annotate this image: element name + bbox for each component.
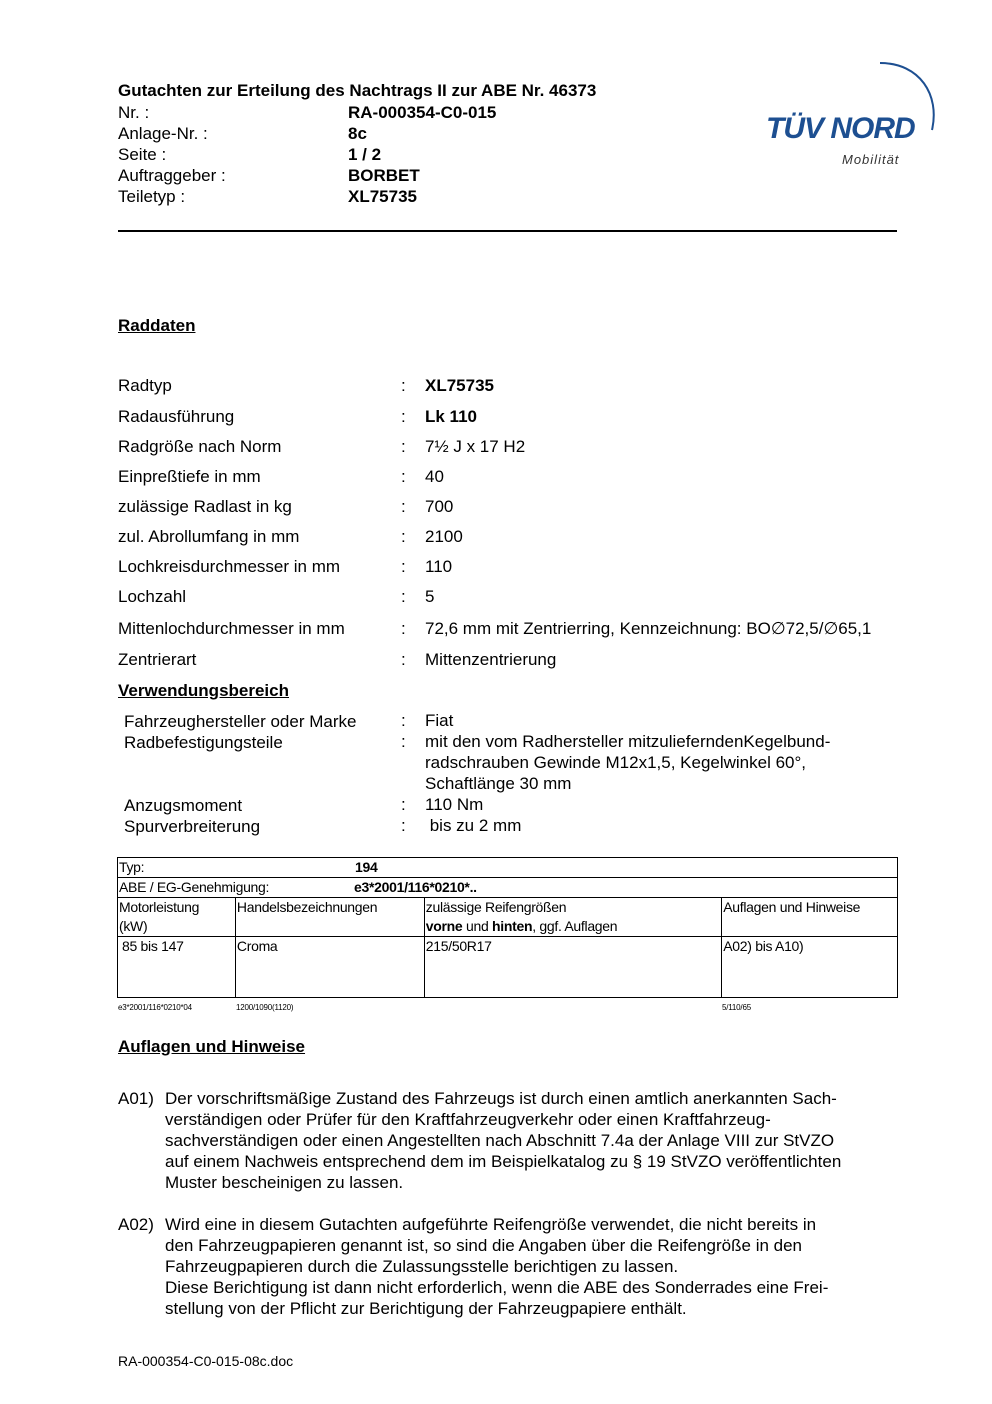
and-label: und	[462, 918, 493, 934]
colon: :	[401, 497, 406, 516]
logo-subtitle: Mobilität	[842, 152, 900, 167]
header-divider	[118, 230, 897, 232]
verwendung-label: Anzugsmoment	[124, 796, 243, 815]
raddaten-label: zul. Abrollumfang in mm	[118, 527, 300, 546]
abe-value: e3*2001/116*0210*..	[354, 879, 477, 895]
note-line: Der vorschriftsmäßige Zustand des Fahrzeugs ist durch einen amtlich anerkannten Sach-	[165, 1089, 837, 1108]
colon: :	[401, 711, 406, 730]
field-value-teiletyp: XL75735	[348, 187, 417, 206]
raddaten-value: XL75735	[425, 376, 494, 395]
raddaten-value: 2100	[425, 527, 463, 546]
field-value-seite: 1 / 2	[348, 145, 382, 164]
raddaten-label: zulässige Radlast in kg	[118, 497, 292, 516]
note-line: Diese Berichtigung ist dann nicht erforderlich, wenn die ABE des Sonderrades eine Frei-	[165, 1278, 829, 1297]
colon: :	[401, 732, 406, 751]
field-value-nr: RA-000354-C0-015	[348, 103, 497, 122]
colon: :	[401, 650, 406, 669]
cell-name: Croma	[235, 937, 424, 998]
note-line: Wird eine in diesem Gutachten aufgeführte Reifengröße verwendet, die nicht bereits in	[165, 1215, 817, 1234]
field-label-seite: Seite :	[118, 145, 167, 164]
verwendung-value-cont: Schaftlänge 30 mm	[425, 774, 572, 793]
note-text	[165, 1214, 905, 1319]
verwendung-label: Radbefestigungsteile	[124, 733, 283, 752]
col-header-power-line: Motorleistung	[119, 899, 200, 915]
colon: :	[401, 527, 406, 546]
table-footnote: 5/110/65	[722, 1003, 751, 1012]
col-header-tyres	[424, 898, 721, 937]
cell-power: 85 bis 147	[118, 937, 236, 998]
tuv-nord-logo: TÜV NORD	[766, 112, 915, 145]
colon: :	[401, 795, 406, 814]
col-header-power-unit: (kW)	[119, 918, 148, 934]
front-label: vorne	[425, 918, 463, 934]
raddaten-label: Radausführung	[118, 407, 235, 426]
colon: :	[401, 437, 406, 456]
note-line: auf einem Nachweis entsprechend dem im Beispielkatalog zu § 19 StVZO veröffentlichten	[165, 1152, 842, 1171]
table-footnote: e3*2001/116*0210*04	[118, 1003, 192, 1012]
note-line: verständigen oder Prüfer für den Kraftfahrzeugverkehr oder einen Kraftfahrzeug-	[165, 1110, 771, 1129]
typ-cell	[118, 858, 898, 878]
note-line: Fahrzeugpapieren durch die Zulassungsstelle berichtigen zu lassen.	[165, 1257, 679, 1276]
colon: :	[401, 557, 406, 576]
col-header-power	[118, 898, 236, 937]
raddaten-label: Radtyp	[118, 376, 172, 395]
note-id: A02)	[118, 1215, 154, 1234]
col-header-notes: Auflagen und Hinweise	[722, 898, 898, 937]
field-value-anlage: 8c	[348, 124, 367, 143]
section-title-auflagen: Auflagen und Hinweise	[118, 1037, 306, 1056]
conditions-label: , ggf. Auflagen	[532, 918, 618, 934]
raddaten-label: Mittenlochdurchmesser in mm	[118, 619, 345, 638]
colon: :	[401, 407, 406, 426]
raddaten-value: 5	[425, 587, 435, 606]
table-row	[118, 937, 898, 998]
raddaten-value: 40	[425, 467, 444, 486]
colon: :	[401, 376, 406, 395]
colon: :	[401, 816, 406, 835]
raddaten-label: Radgröße nach Norm	[118, 437, 282, 456]
table-row	[118, 878, 898, 898]
verwendung-value: bis zu 2 mm	[425, 816, 522, 835]
abe-label: ABE / EG-Genehmigung:	[119, 879, 270, 895]
raddaten-value: 72,6 mm mit Zentrierring, Kennzeichnung: BO∅72,5/∅65,1	[425, 619, 872, 638]
raddaten-label: Lochkreisdurchmesser in mm	[118, 557, 341, 576]
raddaten-value: Mittenzentrierung	[425, 650, 557, 669]
note-line: stellung von der Pflicht zur Berichtigung der Fahrzeugpapiere enthält.	[165, 1299, 687, 1318]
field-label-auftraggeber: Auftraggeber :	[118, 166, 226, 185]
raddaten-value: 700	[425, 497, 454, 516]
field-label-teiletyp: Teiletyp :	[118, 187, 186, 206]
colon: :	[401, 467, 406, 486]
note-line: den Fahrzeugpapieren genannt ist, so sind die Angaben über die Reifengröße in den	[165, 1236, 803, 1255]
raddaten-label: Zentrierart	[118, 650, 197, 669]
verwendung-value: mit den vom Radhersteller mitzulieferndenKegelbund-	[425, 732, 831, 751]
section-title-raddaten: Raddaten	[118, 316, 196, 335]
note-text	[165, 1088, 905, 1193]
table-footnote: 1200/1090(1120)	[236, 1003, 294, 1012]
field-value-auftraggeber: BORBET	[348, 166, 420, 185]
table-row	[118, 858, 898, 878]
raddaten-value: 110	[425, 557, 453, 576]
verwendung-value: Fiat	[425, 711, 454, 730]
note-id: A01)	[118, 1089, 154, 1108]
verwendung-label: Spurverbreiterung	[124, 817, 261, 836]
vehicle-type-table	[117, 857, 898, 998]
document-title: Gutachten zur Erteilung des Nachtrags II zur ABE Nr. 46373	[118, 81, 597, 100]
field-label-nr: Nr. :	[118, 103, 150, 122]
col-header-tyres-line: zulässige Reifengrößen	[425, 899, 567, 915]
colon: :	[401, 587, 406, 606]
footer-filename: RA-000354-C0-015-08c.doc	[118, 1353, 294, 1369]
verwendung-value-cont: radschrauben Gewinde M12x1,5, Kegelwinkel 60°,	[425, 753, 807, 772]
col-header-tyres-sub	[426, 917, 720, 936]
raddaten-value: 7½ J x 17 H2	[425, 437, 526, 456]
typ-label: Typ:	[119, 859, 145, 875]
colon: :	[401, 619, 406, 638]
raddaten-label: Einpreßtiefe in mm	[118, 467, 261, 486]
col-header-name: Handelsbezeichnungen	[235, 898, 424, 937]
note-line: sachverständigen oder einen Angestellten nach Abschnitt 7.4a der Anlage VIII zur StVZO	[165, 1131, 835, 1150]
typ-value: 194	[355, 859, 378, 875]
table-header-row	[118, 898, 898, 937]
verwendung-value: 110 Nm	[425, 795, 484, 814]
abe-cell	[118, 878, 898, 898]
cell-tyre: 215/50R17	[424, 937, 721, 998]
field-label-anlage: Anlage-Nr. :	[118, 124, 208, 143]
note-line: Muster bescheinigen zu lassen.	[165, 1173, 404, 1192]
verwendung-label: Fahrzeughersteller oder Marke	[124, 712, 357, 731]
rear-label: hinten	[492, 918, 533, 934]
raddaten-label: Lochzahl	[118, 587, 187, 606]
section-title-verwendungsbereich: Verwendungsbereich	[118, 681, 289, 700]
cell-notes: A02) bis A10)	[722, 937, 898, 998]
raddaten-value: Lk 110	[425, 407, 477, 426]
